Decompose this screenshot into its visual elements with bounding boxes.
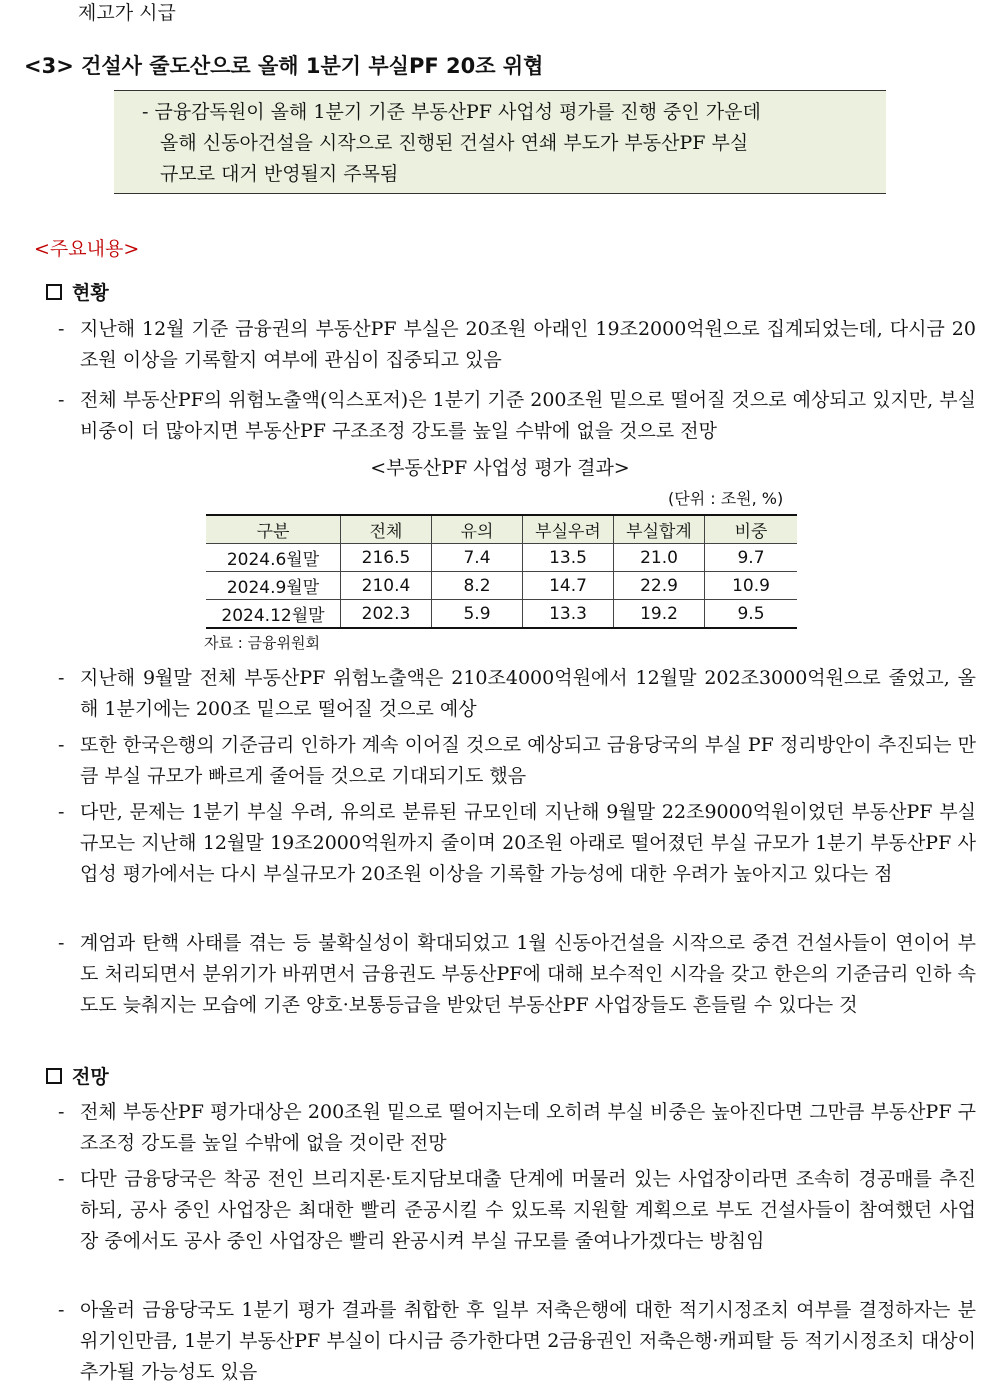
bullet-item: - 전체 부동산PF의 위험노출액(익스포저)은 1분기 기준 200조원 밑으로 떨어질 것으로 예상되고 있지만, 부실 비중이 더 많아지면 부동산PF 구조조정 강도를 높일 수밖에 없을 것으로 전망 [58,389,976,442]
table-cell: 210.4 [341,572,432,600]
table-cell: 2024.6월말 [206,544,341,572]
table-cell: 14.7 [523,572,614,600]
table-cell: 216.5 [341,544,432,572]
article-heading: <3> 건설사 줄도산으로 올해 1분기 부실PF 20조 위협 [24,54,544,78]
table-row [206,600,797,629]
table-row [206,572,797,600]
bullet-item: - 지난해 12월 기준 금융권의 부동산PF 부실은 20조원 아래인 19조2000억원으로 집계되었는데, 다시금 20조원 이상을 기록할지 여부에 관심이 집중되고 있음 [58,318,976,371]
summary-line-2: 올해 신동아건설을 시작으로 진행된 건설사 연쇄 부도가 부동산PF 부실 [160,132,749,154]
bullet-item: - 전체 부동산PF 평가대상은 200조원 밑으로 떨어지는데 오히려 부실 비중은 높아진다면 그만큼 부동산PF 구조조정 강도를 높일 수밖에 없을 것이란 전망 [58,1101,976,1154]
summary-box [114,90,886,194]
table-header-cell: 부실우려 [523,515,614,544]
table-cell: 8.2 [432,572,523,600]
table-source: 자료 : 금융위원회 [204,634,321,652]
bullet-item: - 다만 금융당국은 착공 전인 브리지론·토지담보대출 단계에 머물러 있는 사업장이라면 조속히 경공매를 추진하되, 공사 중인 사업장은 최대한 빨리 준공시킬 수 있도록 지원할 계획으로 부도 건설사들이 참여했던 사업장 중에서도 공사 중인 사업장은 빨리 완공시켜 부실 규모를 줄여나가겠다는 방침임 [58,1168,976,1252]
summary-line-1: - 금융감독원이 올해 1분기 기준 부동산PF 사업성 평가를 진행 중인 가운데 [142,101,761,123]
table-header-cell: 비중 [705,515,798,544]
table-header-row [206,515,797,544]
table-header-cell: 전체 [341,515,432,544]
table-header-cell: 부실합계 [614,515,705,544]
section-heading-outlook: 전망 [46,1064,109,1090]
table-cell: 7.4 [432,544,523,572]
table-row [206,544,797,572]
pf-evaluation-table [206,514,797,629]
table-cell: 10.9 [705,572,798,600]
table-title: <부동산PF 사업성 평가 결과> [370,457,630,479]
table-cell: 21.0 [614,544,705,572]
bullet-item: - 또한 한국은행의 기준금리 인하가 계속 이어질 것으로 예상되고 금융당국의 부실 PF 정리방안이 추진되는 만큼 부실 규모가 빠르게 줄어들 것으로 기대되기도 했음 [58,734,976,787]
bullet-item: - 계엄과 탄핵 사태를 겪는 등 불확실성이 확대되었고 1월 신동아건설을 시작으로 중견 건설사들이 연이어 부도 처리되면서 분위기가 바뀌면서 금융권도 부동산PF에 대해 보수적인 시각을 갖고 한은의 기준금리 인하 속도도 늦춰지는 모습에 기존 양호·보통등급을 받았던 부동산PF 사업장들도 흔들릴 수 있다는 것 [58,932,976,1016]
table-cell: 2024.9월말 [206,572,341,600]
bullet-item: - 아울러 금융당국도 1분기 평가 결과를 취합한 후 일부 저축은행에 대한 적기시정조치 여부를 결정하자는 분위기인만큼, 1분기 부동산PF 부실이 다시금 증가한다면 2금융권인 저축은행·캐피탈 등 적기시정조치 대상이 추가될 가능성도 있음 [58,1299,976,1383]
continued-text-fragment: 제고가 시급 [78,2,176,24]
table-cell: 13.3 [523,600,614,629]
table-unit: (단위 : 조원, %) [668,489,784,508]
table-cell: 9.5 [705,600,798,629]
table-header-cell: 유의 [432,515,523,544]
table-cell: 202.3 [341,600,432,629]
table-cell: 22.9 [614,572,705,600]
main-content-label: <주요내용> [34,238,140,260]
table-cell: 5.9 [432,600,523,629]
table-cell: 2024.12월말 [206,600,341,629]
table-cell: 19.2 [614,600,705,629]
table-cell: 13.5 [523,544,614,572]
table-header-cell: 구분 [206,515,341,544]
table-cell: 9.7 [705,544,798,572]
summary-line-3: 규모로 대거 반영될지 주목됨 [160,163,399,185]
bullet-item: - 다만, 문제는 1분기 부실 우려, 유의로 분류된 규모인데 지난해 9월말 22조9000억원이었던 부동산PF 부실 규모는 지난해 12월말 19조2000억원까지 줄이며 20조원 아래로 떨어졌던 부실 규모가 1분기 부동산PF 사업성 평가에서는 다시 부실규모가 20조원 이상을 기록할 가능성에 대한 우려가 높아지고 있다는 점 [58,801,976,885]
square-bullet-icon [46,284,62,300]
square-bullet-icon [46,1068,62,1084]
section-heading-current: 현황 [46,280,109,306]
bullet-item: - 지난해 9월말 전체 부동산PF 위험노출액은 210조4000억원에서 12월말 202조3000억원으로 줄었고, 올해 1분기에는 200조 밑으로 떨어질 것으로 예상 [58,667,976,720]
